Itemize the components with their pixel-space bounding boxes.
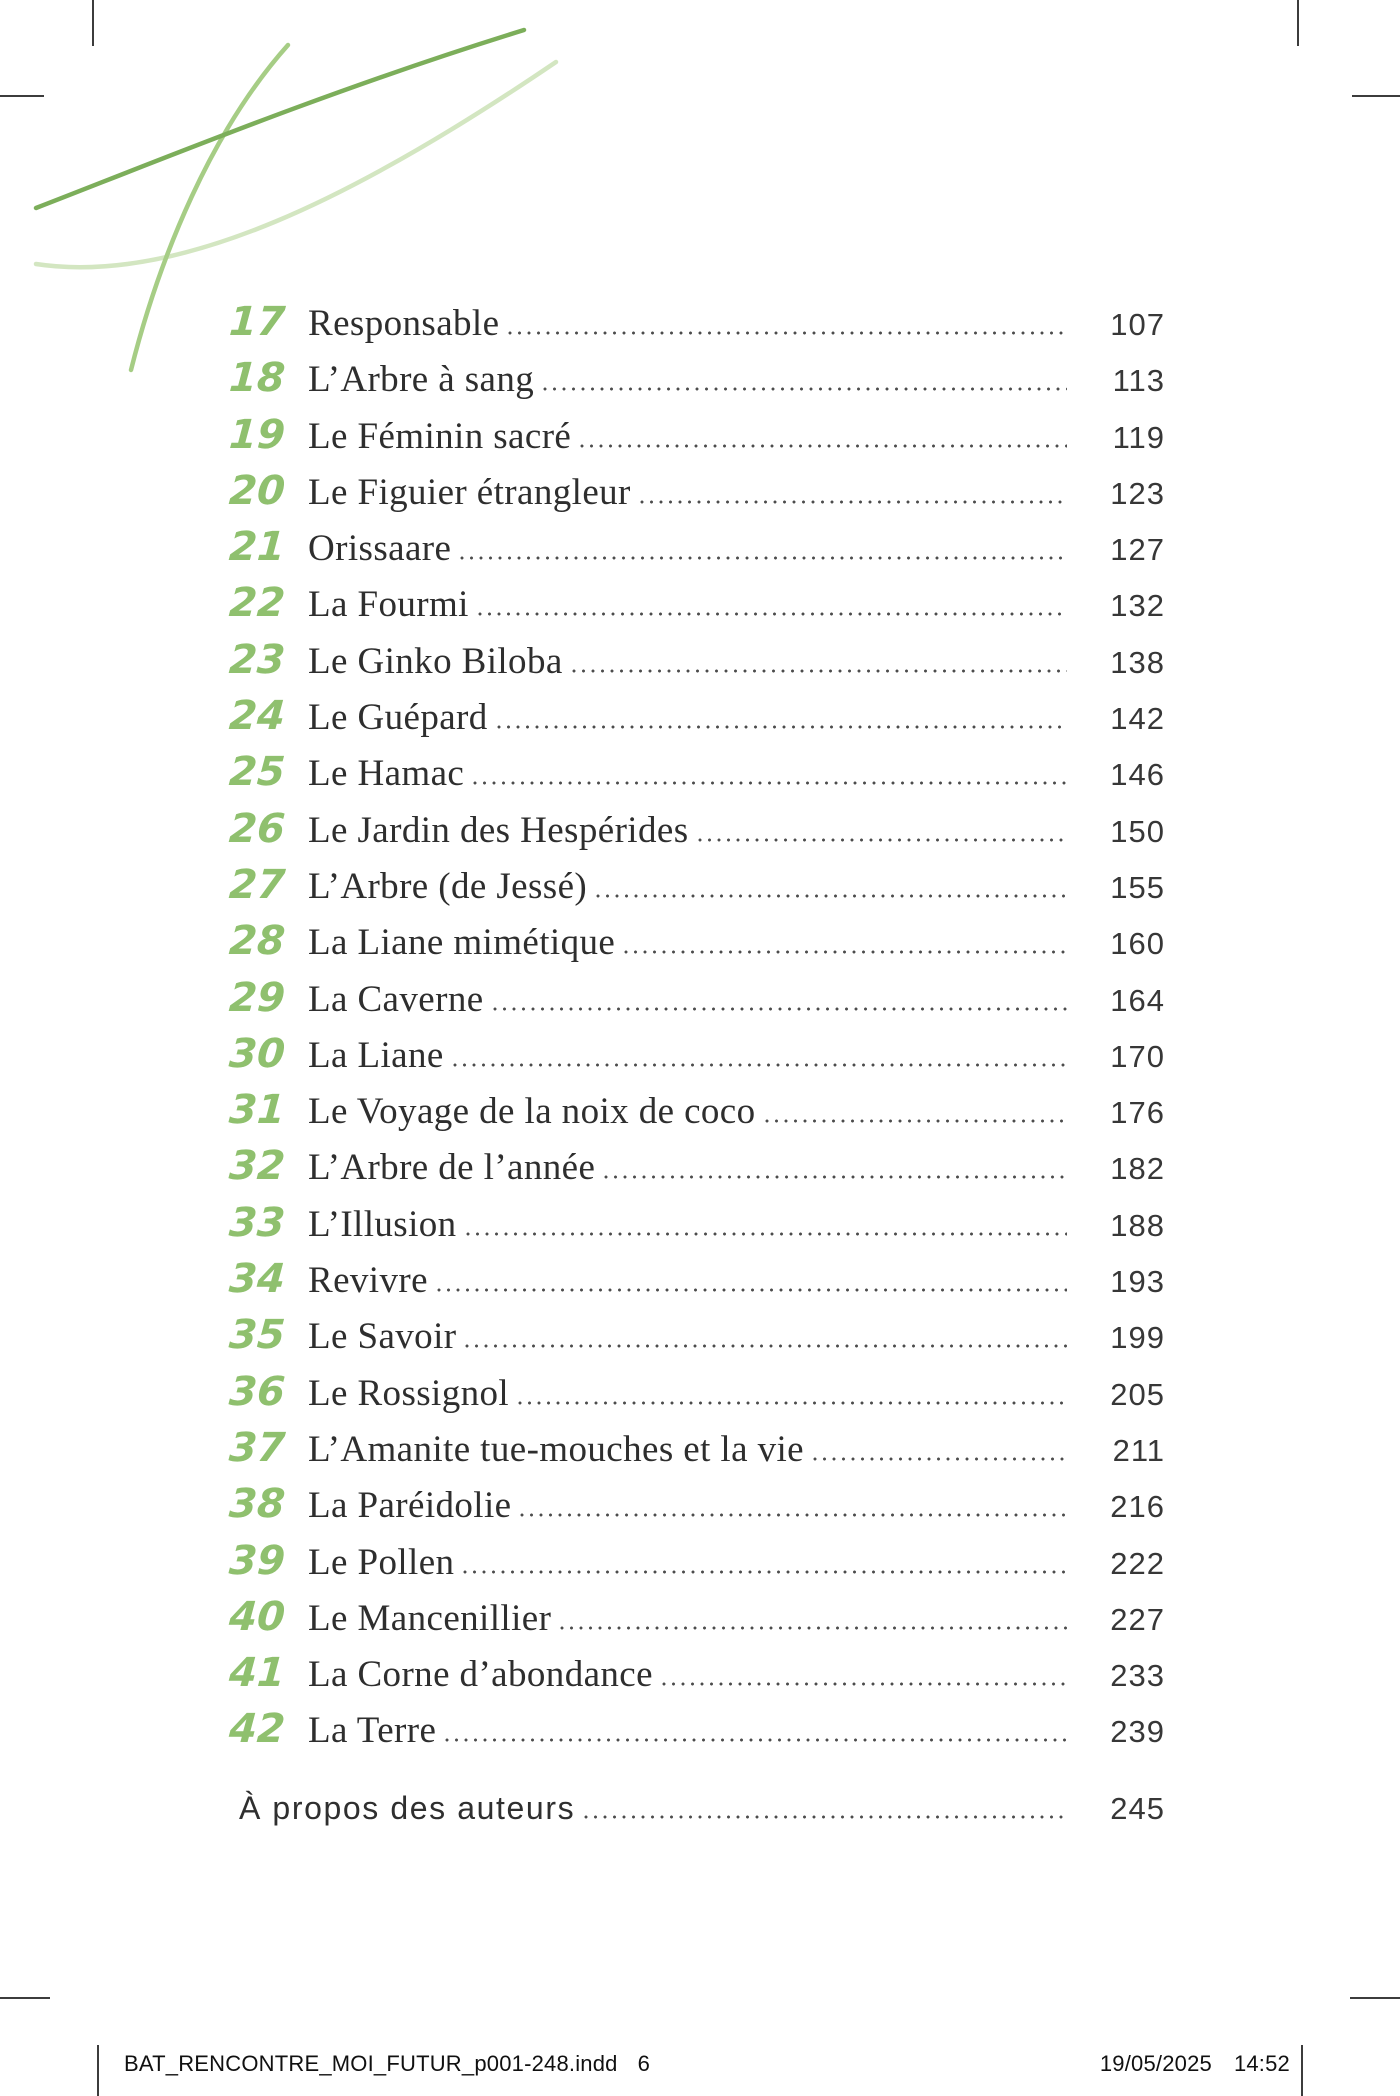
chapter-title: L’Illusion bbox=[308, 1203, 457, 1245]
dot-leader bbox=[596, 894, 1067, 898]
chapter-title: Le Savoir bbox=[308, 1316, 457, 1358]
page-number: 146 bbox=[1110, 757, 1165, 793]
page-number: 160 bbox=[1110, 926, 1165, 962]
dot-leader bbox=[560, 1626, 1067, 1630]
chapter-number: 35 bbox=[227, 1312, 287, 1359]
chapter-title: L’Amanite tue-mouches et la vie bbox=[308, 1428, 804, 1470]
dot-leader bbox=[473, 781, 1067, 785]
toc-row bbox=[155, 1195, 1165, 1251]
page-number: 239 bbox=[1110, 1714, 1165, 1750]
page-number: 150 bbox=[1110, 813, 1165, 849]
about-authors-row bbox=[155, 1780, 1165, 1836]
page-number: 233 bbox=[1110, 1658, 1165, 1694]
toc-row bbox=[155, 1645, 1165, 1701]
toc-row bbox=[155, 913, 1165, 969]
toc-row bbox=[155, 1476, 1165, 1532]
dot-leader bbox=[445, 1738, 1067, 1742]
dot-leader bbox=[460, 556, 1067, 560]
chapter-number: 17 bbox=[227, 299, 287, 345]
chapter-number: 21 bbox=[227, 524, 287, 571]
dot-leader bbox=[518, 1401, 1067, 1405]
page-number: 123 bbox=[1110, 475, 1165, 511]
toc-row bbox=[155, 575, 1165, 631]
chapter-number: 28 bbox=[227, 918, 287, 965]
chapter-title: Le Voyage de la noix de coco bbox=[308, 1091, 756, 1133]
page-number: 113 bbox=[1112, 363, 1165, 399]
page-number: 227 bbox=[1110, 1601, 1165, 1637]
chapter-title: Le Figuier étrangleur bbox=[308, 471, 631, 513]
chapter-number: 39 bbox=[227, 1537, 287, 1584]
dot-leader bbox=[580, 444, 1067, 448]
dot-leader bbox=[520, 1513, 1067, 1517]
page-number: 176 bbox=[1110, 1095, 1165, 1131]
dot-leader bbox=[624, 950, 1067, 954]
page-number: 199 bbox=[1110, 1320, 1165, 1356]
toc-row bbox=[155, 1701, 1165, 1757]
dot-leader bbox=[640, 500, 1067, 504]
chapter-number: 19 bbox=[227, 411, 287, 458]
chapter-title: L’Arbre de l’année bbox=[308, 1147, 596, 1189]
chapter-title: Orissaare bbox=[308, 528, 452, 570]
chapter-title: Le Pollen bbox=[308, 1541, 455, 1583]
page-number: 138 bbox=[1110, 644, 1165, 680]
chapter-number: 33 bbox=[227, 1199, 287, 1246]
dot-leader bbox=[497, 725, 1067, 729]
chapter-number: 23 bbox=[227, 636, 287, 683]
page-number: 245 bbox=[1110, 1791, 1165, 1826]
chapter-title: L’Arbre à sang bbox=[308, 359, 535, 401]
chapter-number: 30 bbox=[227, 1030, 287, 1077]
dot-leader bbox=[508, 331, 1067, 335]
dot-leader bbox=[453, 1063, 1067, 1067]
dot-leader bbox=[466, 1232, 1067, 1236]
dot-leader bbox=[662, 1682, 1067, 1686]
crop-mark-bottom-left-horizontal bbox=[0, 1997, 50, 1999]
toc-row bbox=[155, 801, 1165, 857]
toc-row bbox=[155, 970, 1165, 1026]
crop-mark-bottom-left-vertical bbox=[97, 2045, 99, 2096]
toc-row bbox=[155, 1589, 1165, 1645]
page-number: 119 bbox=[1112, 419, 1165, 455]
toc-row bbox=[155, 519, 1165, 575]
crop-mark-bottom-right-vertical bbox=[1301, 2045, 1303, 2096]
dot-leader bbox=[698, 838, 1067, 842]
toc-row bbox=[155, 1533, 1165, 1589]
toc-row bbox=[155, 744, 1165, 800]
chapter-title: Le Féminin sacré bbox=[308, 415, 572, 457]
dot-leader bbox=[478, 612, 1067, 616]
dot-leader bbox=[572, 669, 1067, 673]
toc-row bbox=[155, 857, 1165, 913]
toc-row bbox=[155, 1138, 1165, 1194]
crop-mark-top-right-vertical bbox=[1297, 0, 1299, 46]
footer-file-name: BAT_RENCONTRE_MOI_FUTUR_p001-248.indd bbox=[124, 2051, 618, 2076]
toc-row bbox=[155, 294, 1165, 350]
chapter-title: Le Jardin des Hespérides bbox=[308, 809, 689, 851]
toc-row bbox=[155, 1307, 1165, 1363]
chapter-title: La Caverne bbox=[308, 978, 484, 1020]
toc-row bbox=[155, 407, 1165, 463]
chapter-number: 38 bbox=[227, 1481, 287, 1528]
chapter-title: La Corne d’abondance bbox=[308, 1654, 653, 1696]
footer-datetime-slug bbox=[1100, 2051, 1290, 2077]
chapter-number: 20 bbox=[227, 467, 287, 514]
toc-row bbox=[155, 1026, 1165, 1082]
chapter-number: 32 bbox=[227, 1143, 287, 1190]
chapter-title: L’Arbre (de Jessé) bbox=[308, 865, 588, 907]
crop-mark-bottom-right-horizontal bbox=[1350, 1997, 1400, 1999]
chapter-number: 29 bbox=[227, 974, 287, 1021]
page-number: 170 bbox=[1110, 1038, 1165, 1074]
page-number: 222 bbox=[1110, 1545, 1165, 1581]
chapter-number: 24 bbox=[227, 693, 287, 740]
toc-row bbox=[155, 688, 1165, 744]
toc-row bbox=[155, 1251, 1165, 1307]
chapter-title: Revivre bbox=[308, 1260, 428, 1302]
chapter-title: Le Mancenillier bbox=[308, 1597, 552, 1639]
chapter-number: 40 bbox=[227, 1593, 287, 1640]
chapter-title: La Liane bbox=[308, 1034, 444, 1076]
dot-leader bbox=[765, 1119, 1067, 1123]
page-number: 211 bbox=[1112, 1432, 1165, 1468]
page-number: 132 bbox=[1110, 588, 1165, 624]
page-number: 155 bbox=[1110, 869, 1165, 905]
crop-mark-top-left-horizontal bbox=[0, 95, 44, 97]
chapter-title: Le Guépard bbox=[308, 697, 488, 739]
page-number: 188 bbox=[1110, 1207, 1165, 1243]
chapter-title: Le Ginko Biloba bbox=[308, 640, 563, 682]
chapter-title: La Liane mimétique bbox=[308, 922, 616, 964]
chapter-title: Le Rossignol bbox=[308, 1372, 510, 1414]
dot-leader bbox=[604, 1175, 1067, 1179]
chapter-number: 41 bbox=[227, 1650, 287, 1697]
chapter-number: 36 bbox=[227, 1368, 287, 1415]
page-number: 107 bbox=[1110, 307, 1165, 342]
crop-mark-top-left-vertical bbox=[92, 0, 94, 46]
dot-leader bbox=[463, 1570, 1067, 1574]
page-number: 127 bbox=[1110, 532, 1165, 568]
chapter-number: 26 bbox=[227, 805, 287, 852]
toc-row bbox=[155, 1420, 1165, 1476]
page-number: 182 bbox=[1110, 1151, 1165, 1187]
toc-list bbox=[155, 294, 1165, 1758]
dot-leader bbox=[813, 1457, 1067, 1461]
dot-leader bbox=[584, 1815, 1067, 1819]
chapter-number: 31 bbox=[227, 1087, 287, 1134]
dot-leader bbox=[465, 1344, 1067, 1348]
chapter-title: La Paréidolie bbox=[308, 1485, 512, 1527]
chapter-title: Le Hamac bbox=[308, 753, 465, 795]
chapter-number: 18 bbox=[227, 355, 287, 402]
chapter-number: 34 bbox=[227, 1256, 287, 1303]
footer-time: 14:52 bbox=[1233, 2051, 1290, 2076]
page-number: 164 bbox=[1110, 982, 1165, 1018]
dot-leader bbox=[437, 1288, 1067, 1292]
toc-row bbox=[155, 350, 1165, 406]
chapter-number: 27 bbox=[227, 861, 287, 908]
dot-leader bbox=[493, 1007, 1067, 1011]
chapter-title: La Fourmi bbox=[308, 584, 469, 626]
chapter-title: Responsable bbox=[308, 303, 500, 344]
chapter-number: 42 bbox=[227, 1706, 287, 1753]
footer-file-slug bbox=[124, 2051, 650, 2077]
chapter-title: La Terre bbox=[308, 1710, 437, 1752]
chapter-number: 37 bbox=[227, 1424, 287, 1471]
chapter-number: 25 bbox=[227, 749, 287, 796]
footer-sheet-number: 6 bbox=[637, 2051, 651, 2076]
page-number: 142 bbox=[1110, 701, 1165, 737]
toc-row bbox=[155, 632, 1165, 688]
toc-row bbox=[155, 463, 1165, 519]
toc-row bbox=[155, 1364, 1165, 1420]
footer-date: 19/05/2025 bbox=[1099, 2051, 1212, 2076]
page-number: 205 bbox=[1110, 1376, 1165, 1412]
chapter-number: 22 bbox=[227, 580, 287, 627]
crop-mark-top-right-horizontal bbox=[1352, 95, 1400, 97]
page-number: 216 bbox=[1110, 1489, 1165, 1525]
curve-pale-green bbox=[36, 62, 556, 267]
page-number: 193 bbox=[1110, 1264, 1165, 1300]
dot-leader bbox=[543, 387, 1067, 391]
about-authors-label: À propos des auteurs bbox=[239, 1790, 576, 1826]
toc-row bbox=[155, 1082, 1165, 1138]
